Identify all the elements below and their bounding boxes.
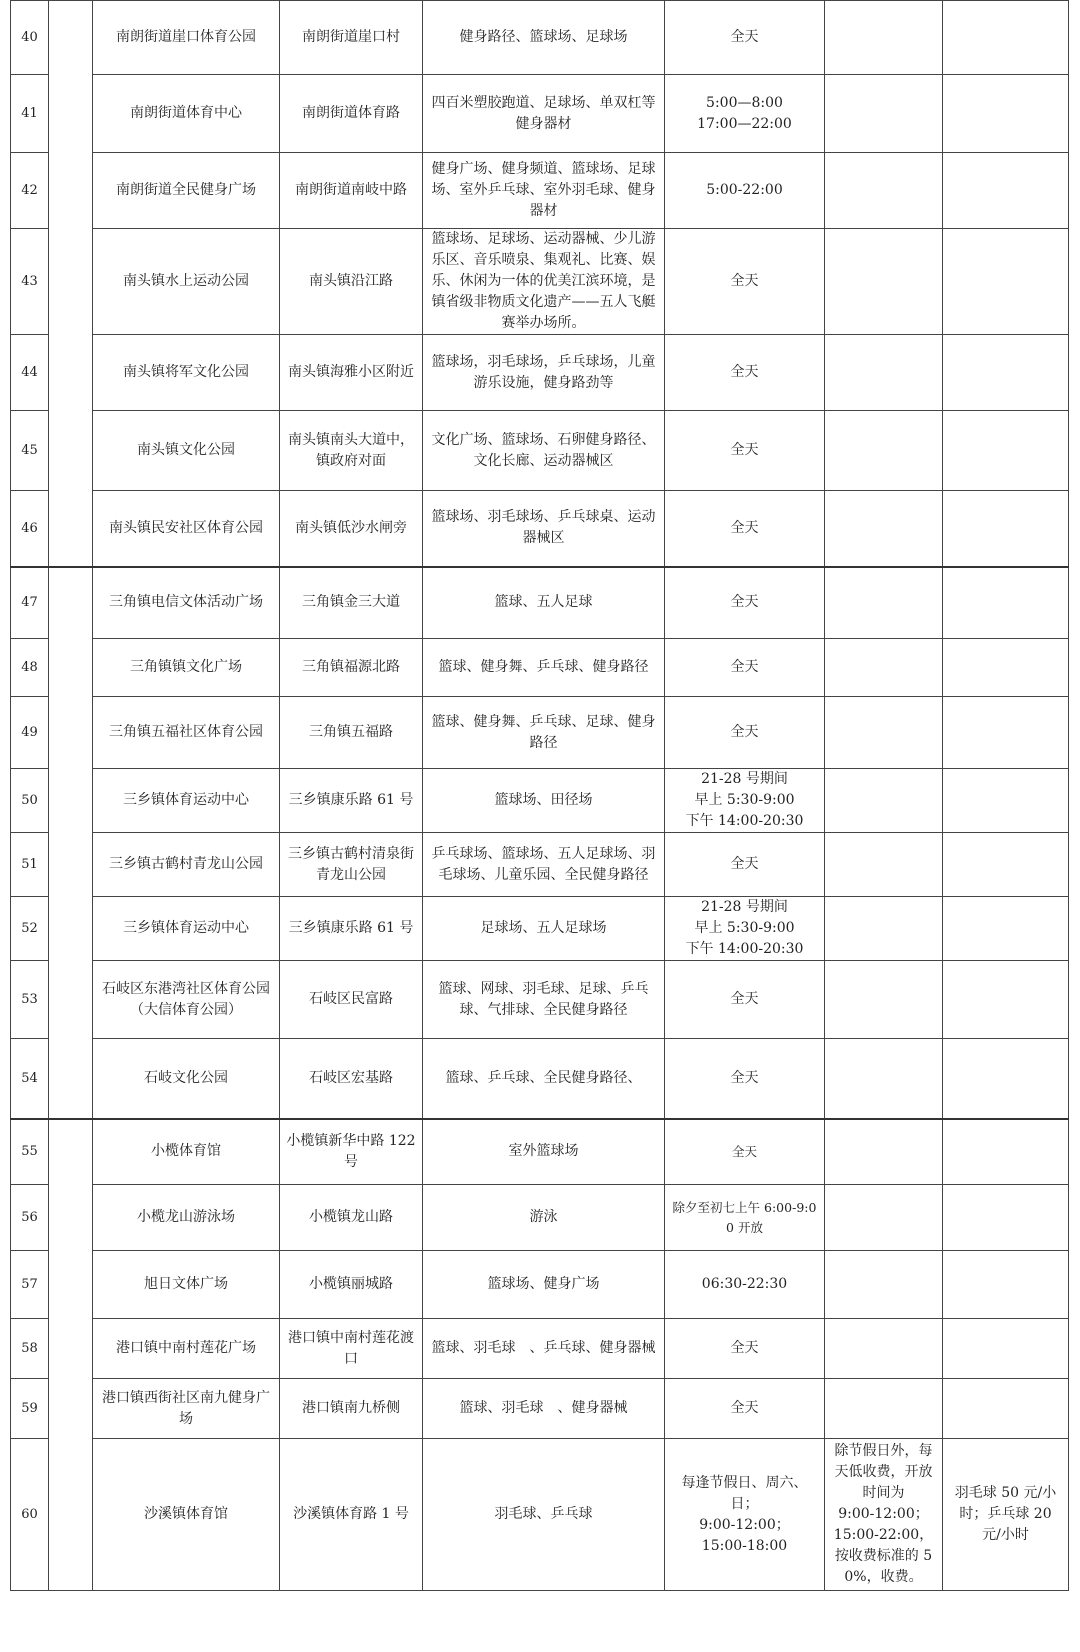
fee-note-cell (825, 897, 943, 961)
venue-name-cell: 南朗街道体育中心 (93, 75, 280, 153)
facilities-cell: 篮球场、羽毛球场、乒乓球桌、运动器械区 (423, 491, 665, 567)
district-group-cell (49, 1, 93, 567)
venue-name-cell: 南头镇民安社区体育公园 (93, 491, 280, 567)
row-number-cell: 47 (11, 567, 49, 639)
fee-cell (943, 1119, 1069, 1185)
table-row (11, 961, 1069, 1039)
venue-name-cell: 石岐文化公园 (93, 1039, 280, 1119)
facilities-cell: 篮球场、足球场、运动器械、少儿游乐区、音乐喷泉、集观礼、比赛、娱乐、休闲为一体的优美江滨环境，是镇省级非物质文化遗产——五人飞艇赛举办场所。 (423, 229, 665, 335)
row-number-cell: 40 (11, 1, 49, 75)
venue-address-cell: 南头镇沿江路 (280, 229, 423, 335)
venue-address-cell: 南头镇低沙水闸旁 (280, 491, 423, 567)
venue-address-cell: 南朗街道崖口村 (280, 1, 423, 75)
fee-cell (943, 1185, 1069, 1251)
venue-name-cell: 三乡镇古鹤村青龙山公园 (93, 833, 280, 897)
table-row (11, 335, 1069, 411)
opening-hours-cell: 5:00-22:00 (665, 153, 825, 229)
venue-name-cell: 小榄体育馆 (93, 1119, 280, 1185)
row-number-cell: 58 (11, 1319, 49, 1379)
venue-address-cell: 南头镇南头大道中，镇政府对面 (280, 411, 423, 491)
row-number-cell: 60 (11, 1439, 49, 1591)
fee-cell: 羽毛球 50 元/小时；乒乓球 20 元/小时 (943, 1439, 1069, 1591)
table-row (11, 229, 1069, 335)
venue-address-cell: 石岐区宏基路 (280, 1039, 423, 1119)
district-group-cell (49, 1119, 93, 1591)
fee-note-cell (825, 153, 943, 229)
fee-note-cell (825, 491, 943, 567)
facilities-cell: 篮球场，羽毛球场，乒乓球场，儿童游乐设施，健身路劲等 (423, 335, 665, 411)
fee-cell (943, 833, 1069, 897)
row-number-cell: 55 (11, 1119, 49, 1185)
table-row (11, 1, 1069, 75)
row-number-cell: 52 (11, 897, 49, 961)
opening-hours-cell: 全天 (665, 229, 825, 335)
row-number-cell: 51 (11, 833, 49, 897)
facilities-cell: 篮球、五人足球 (423, 567, 665, 639)
venue-name-cell: 南头镇水上运动公园 (93, 229, 280, 335)
venue-address-cell: 三角镇金三大道 (280, 567, 423, 639)
venue-address-cell: 港口镇南九桥侧 (280, 1379, 423, 1439)
facilities-cell: 足球场、五人足球场 (423, 897, 665, 961)
fee-cell (943, 153, 1069, 229)
fee-note-cell (825, 1319, 943, 1379)
opening-hours-cell: 06:30-22:30 (665, 1251, 825, 1319)
opening-hours-cell: 每逢节假日、周六、日； 9:00-12:00； 15:00-18:00 (665, 1439, 825, 1591)
fee-cell (943, 1, 1069, 75)
table-row (11, 697, 1069, 769)
row-number-cell: 59 (11, 1379, 49, 1439)
venue-name-cell: 港口镇西街社区南九健身广场 (93, 1379, 280, 1439)
fee-cell (943, 769, 1069, 833)
fee-cell (943, 491, 1069, 567)
venue-address-cell: 三乡镇康乐路 61 号 (280, 769, 423, 833)
fee-note-cell (825, 639, 943, 697)
opening-hours-cell: 全天 (665, 961, 825, 1039)
table-row (11, 897, 1069, 961)
fee-note-cell (825, 229, 943, 335)
venue-table (10, 0, 1069, 1591)
fee-cell (943, 1039, 1069, 1119)
fee-cell (943, 75, 1069, 153)
facilities-cell: 羽毛球、乒乓球 (423, 1439, 665, 1591)
facilities-cell: 游泳 (423, 1185, 665, 1251)
fee-note-cell (825, 1119, 943, 1185)
fee-cell (943, 697, 1069, 769)
venue-address-cell: 石岐区民富路 (280, 961, 423, 1039)
venue-name-cell: 三乡镇体育运动中心 (93, 897, 280, 961)
table-row (11, 153, 1069, 229)
venue-name-cell: 港口镇中南村莲花广场 (93, 1319, 280, 1379)
fee-cell (943, 567, 1069, 639)
fee-note-cell (825, 833, 943, 897)
venue-address-cell: 沙溪镇体育路 1 号 (280, 1439, 423, 1591)
row-number-cell: 48 (11, 639, 49, 697)
table-row (11, 411, 1069, 491)
opening-hours-cell: 全天 (665, 1319, 825, 1379)
venue-name-cell: 旭日文体广场 (93, 1251, 280, 1319)
table-row (11, 1119, 1069, 1185)
row-number-cell: 53 (11, 961, 49, 1039)
row-number-cell: 49 (11, 697, 49, 769)
venue-name-cell: 三角镇五福社区体育公园 (93, 697, 280, 769)
row-number-cell: 45 (11, 411, 49, 491)
venue-name-cell: 南朗街道全民健身广场 (93, 153, 280, 229)
table-row (11, 75, 1069, 153)
opening-hours-cell: 全天 (665, 1119, 825, 1185)
venue-address-cell: 南头镇海雅小区附近 (280, 335, 423, 411)
venue-name-cell: 石岐区东港湾社区体育公园（大信体育公园） (93, 961, 280, 1039)
venue-name-cell: 三角镇电信文体活动广场 (93, 567, 280, 639)
facilities-cell: 篮球、网球、羽毛球、足球、乒乓球、气排球、全民健身路径 (423, 961, 665, 1039)
table-row (11, 1185, 1069, 1251)
venue-name-cell: 三乡镇体育运动中心 (93, 769, 280, 833)
table-row (11, 833, 1069, 897)
facilities-cell: 文化广场、篮球场、石卵健身路径、文化长廊、运动器械区 (423, 411, 665, 491)
row-number-cell: 41 (11, 75, 49, 153)
venue-name-cell: 南头镇将军文化公园 (93, 335, 280, 411)
fee-note-cell (825, 75, 943, 153)
venue-address-cell: 三角镇福源北路 (280, 639, 423, 697)
table-row (11, 769, 1069, 833)
row-number-cell: 56 (11, 1185, 49, 1251)
opening-hours-cell: 全天 (665, 639, 825, 697)
fee-cell (943, 897, 1069, 961)
opening-hours-cell: 全天 (665, 411, 825, 491)
fee-note-cell (825, 697, 943, 769)
facilities-cell: 篮球、健身舞、乒乓球、健身路径 (423, 639, 665, 697)
row-number-cell: 50 (11, 769, 49, 833)
fee-cell (943, 1319, 1069, 1379)
opening-hours-cell: 除夕至初七上午 6:00-9:00 开放 (665, 1185, 825, 1251)
fee-note-cell (825, 411, 943, 491)
opening-hours-cell: 全天 (665, 567, 825, 639)
fee-note-cell: 除节假日外，每天低收费，开放时间为 9:00-12:00； 15:00-22:00，按收费标准的 50%，收费。 (825, 1439, 943, 1591)
venue-address-cell: 小榄镇龙山路 (280, 1185, 423, 1251)
opening-hours-cell: 全天 (665, 491, 825, 567)
facilities-cell: 室外篮球场 (423, 1119, 665, 1185)
venue-address-cell: 南朗街道体育路 (280, 75, 423, 153)
fee-cell (943, 229, 1069, 335)
fee-note-cell (825, 961, 943, 1039)
venue-address-cell: 南朗街道南岐中路 (280, 153, 423, 229)
fee-note-cell (825, 1185, 943, 1251)
fee-cell (943, 639, 1069, 697)
venue-name-cell: 南朗街道崖口体育公园 (93, 1, 280, 75)
fee-cell (943, 1379, 1069, 1439)
table-row (11, 1039, 1069, 1119)
facilities-cell: 篮球、羽毛球 、健身器械 (423, 1379, 665, 1439)
fee-note-cell (825, 335, 943, 411)
opening-hours-cell: 全天 (665, 335, 825, 411)
fee-cell (943, 961, 1069, 1039)
venue-name-cell: 小榄龙山游泳场 (93, 1185, 280, 1251)
row-number-cell: 54 (11, 1039, 49, 1119)
opening-hours-cell: 5:00—8:00 17:00—22:00 (665, 75, 825, 153)
row-number-cell: 43 (11, 229, 49, 335)
facilities-cell: 篮球场、田径场 (423, 769, 665, 833)
venue-name-cell: 沙溪镇体育馆 (93, 1439, 280, 1591)
facilities-cell: 篮球、羽毛球 、乒乓球、健身器械 (423, 1319, 665, 1379)
fee-cell (943, 1251, 1069, 1319)
opening-hours-cell: 21-28 号期间 早上 5:30-9:00 下午 14:00-20:30 (665, 769, 825, 833)
facilities-cell: 健身广场、健身频道、篮球场、足球场、室外乒乓球、室外羽毛球、健身器材 (423, 153, 665, 229)
table-row (11, 1379, 1069, 1439)
fee-note-cell (825, 1251, 943, 1319)
opening-hours-cell: 21-28 号期间 早上 5:30-9:00 下午 14:00-20:30 (665, 897, 825, 961)
fee-note-cell (825, 1379, 943, 1439)
district-group-cell (49, 567, 93, 1119)
table-row (11, 639, 1069, 697)
venue-address-cell: 三乡镇古鹤村清泉街青龙山公园 (280, 833, 423, 897)
fee-note-cell (825, 769, 943, 833)
venue-address-cell: 小榄镇丽城路 (280, 1251, 423, 1319)
venue-address-cell: 三乡镇康乐路 61 号 (280, 897, 423, 961)
table-row (11, 491, 1069, 567)
table-row (11, 1439, 1069, 1591)
fee-note-cell (825, 567, 943, 639)
opening-hours-cell: 全天 (665, 1, 825, 75)
venue-address-cell: 三角镇五福路 (280, 697, 423, 769)
venue-address-cell: 港口镇中南村莲花渡口 (280, 1319, 423, 1379)
opening-hours-cell: 全天 (665, 1039, 825, 1119)
venue-name-cell: 三角镇镇文化广场 (93, 639, 280, 697)
row-number-cell: 57 (11, 1251, 49, 1319)
row-number-cell: 42 (11, 153, 49, 229)
opening-hours-cell: 全天 (665, 697, 825, 769)
opening-hours-cell: 全天 (665, 833, 825, 897)
facilities-cell: 篮球、健身舞、乒乓球、足球、健身路径 (423, 697, 665, 769)
fee-cell (943, 335, 1069, 411)
facilities-cell: 乒乓球场、篮球场、五人足球场、羽毛球场、儿童乐园、全民健身路径 (423, 833, 665, 897)
row-number-cell: 46 (11, 491, 49, 567)
fee-cell (943, 411, 1069, 491)
venue-name-cell: 南头镇文化公园 (93, 411, 280, 491)
fee-note-cell (825, 1, 943, 75)
table-row (11, 1251, 1069, 1319)
row-number-cell: 44 (11, 335, 49, 411)
table-row (11, 567, 1069, 639)
fee-note-cell (825, 1039, 943, 1119)
facilities-cell: 四百米塑胶跑道、足球场、单双杠等健身器材 (423, 75, 665, 153)
facilities-cell: 健身路径、篮球场、足球场 (423, 1, 665, 75)
venue-address-cell: 小榄镇新华中路 122 号 (280, 1119, 423, 1185)
facilities-cell: 篮球场、健身广场 (423, 1251, 665, 1319)
facilities-cell: 篮球、乒乓球、全民健身路径、 (423, 1039, 665, 1119)
opening-hours-cell: 全天 (665, 1379, 825, 1439)
table-row (11, 1319, 1069, 1379)
